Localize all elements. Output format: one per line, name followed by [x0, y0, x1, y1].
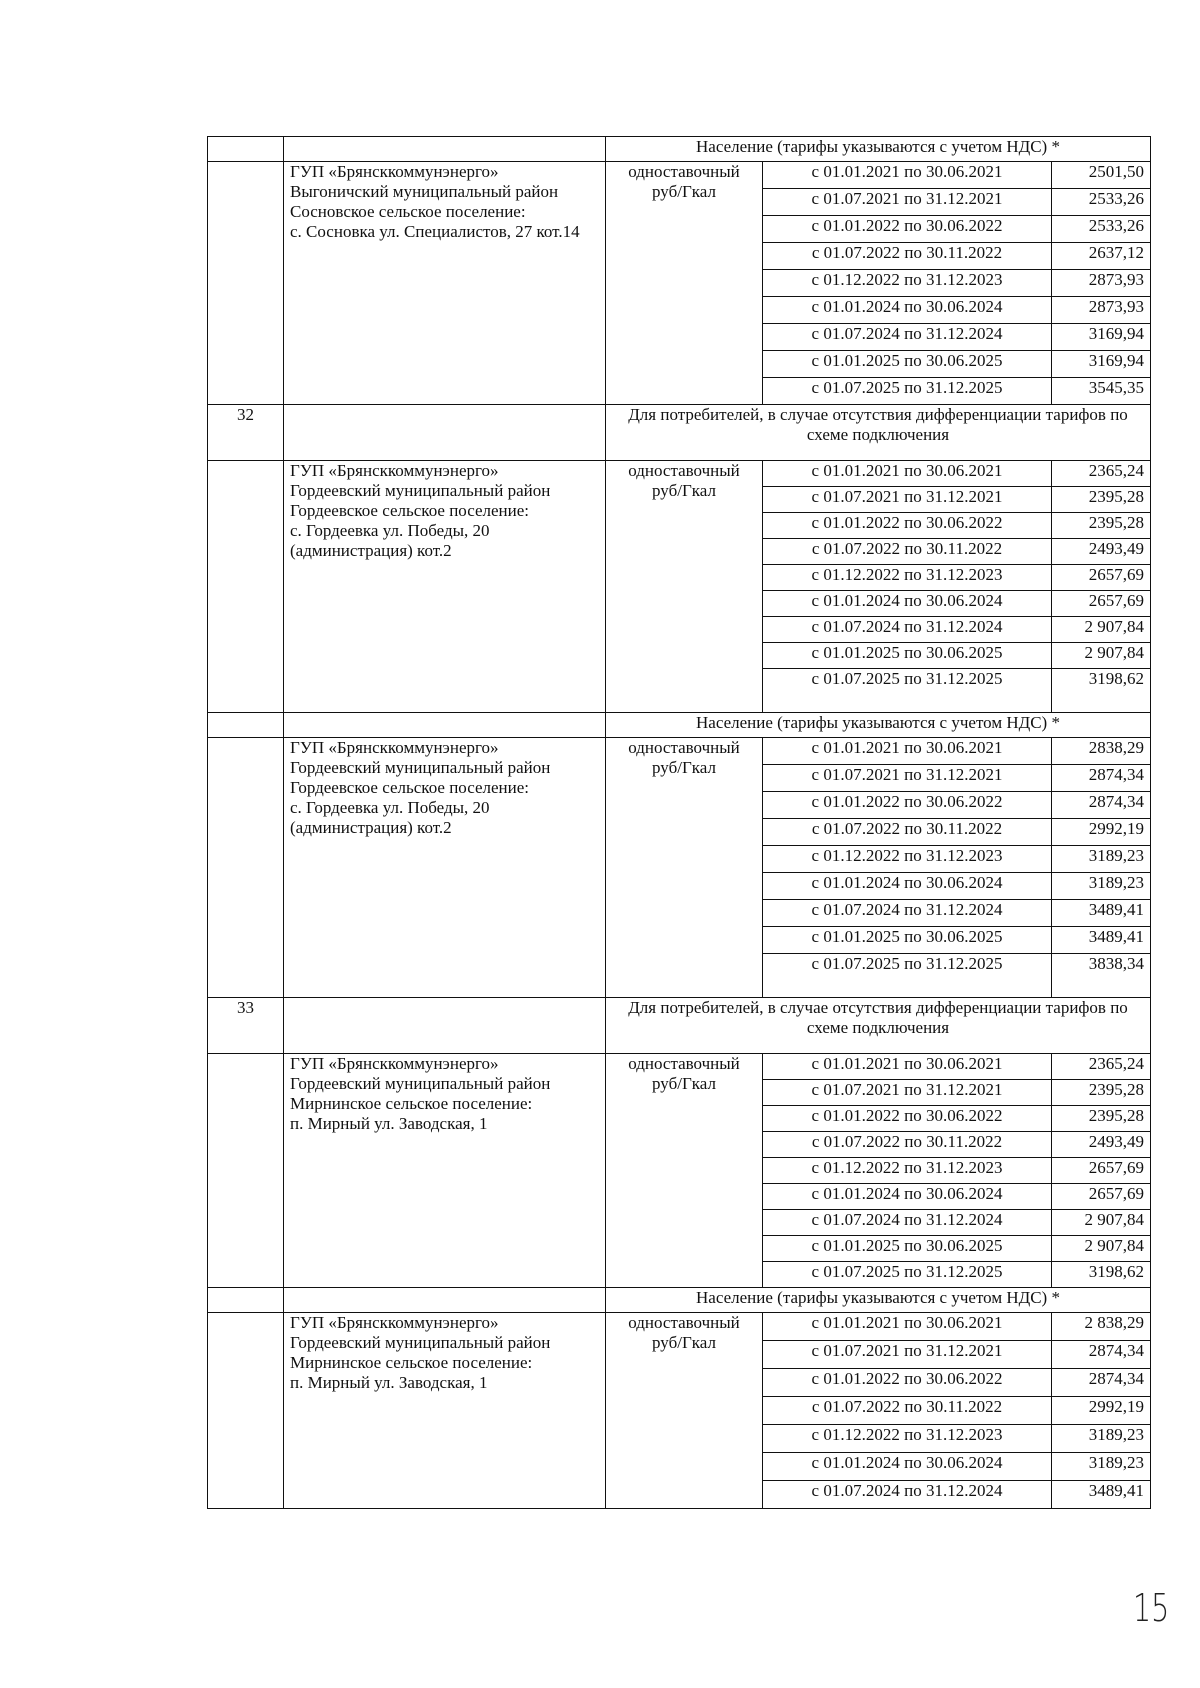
period-cell: с 01.07.2025 по 31.12.2025 [763, 669, 1052, 713]
tariff-value-cell: 2 838,29 [1052, 1313, 1151, 1341]
tariff-value-cell: 2992,19 [1052, 819, 1151, 846]
period-cell: с 01.01.2024 по 30.06.2024 [763, 1453, 1052, 1481]
tariff-value-cell: 3489,41 [1052, 1481, 1151, 1509]
empty-cell [284, 1288, 606, 1313]
section-header-row [208, 137, 1151, 162]
section-number: 32 [208, 405, 284, 461]
section-header: Для потребителей, в случае отсутствия дифференциации тарифов по схеме подключения [606, 998, 1151, 1054]
organization-cell: ГУП «Брянсккоммунэнерго» Гордеевский муниципальный район Мирнинское сельское поселение: п. Мирный ул. Заводская, 1 [284, 1054, 606, 1288]
section-header-row [208, 713, 1151, 738]
tariff-value-cell: 3189,23 [1052, 846, 1151, 873]
section-number [208, 713, 284, 738]
period-cell: с 01.01.2025 по 30.06.2025 [763, 1236, 1052, 1262]
period-cell: с 01.01.2022 по 30.06.2022 [763, 792, 1052, 819]
period-cell: с 01.07.2022 по 30.11.2022 [763, 539, 1052, 565]
tariff-value-cell: 2992,19 [1052, 1397, 1151, 1425]
table-row [208, 1054, 1151, 1080]
tariff-value-cell: 2874,34 [1052, 1369, 1151, 1397]
period-cell: с 01.07.2021 по 31.12.2021 [763, 487, 1052, 513]
period-cell: с 01.07.2021 по 31.12.2021 [763, 765, 1052, 792]
period-cell: с 01.01.2021 по 30.06.2021 [763, 1313, 1052, 1341]
section-header-row [208, 405, 1151, 461]
period-cell: с 01.07.2022 по 30.11.2022 [763, 1132, 1052, 1158]
tariff-value-cell: 2657,69 [1052, 565, 1151, 591]
section-header: Население (тарифы указываются с учетом НДС) * [606, 1288, 1151, 1313]
tariff-value-cell: 2874,34 [1052, 1341, 1151, 1369]
tariff-value-cell: 2395,28 [1052, 1106, 1151, 1132]
tariff-value-cell: 2873,93 [1052, 297, 1151, 324]
period-cell: с 01.01.2022 по 30.06.2022 [763, 1369, 1052, 1397]
period-cell: с 01.07.2021 по 31.12.2021 [763, 1341, 1052, 1369]
tariff-value-cell: 2501,50 [1052, 162, 1151, 189]
section-number [208, 1288, 284, 1313]
table-row [208, 461, 1151, 487]
tariff-value-cell: 2 907,84 [1052, 643, 1151, 669]
section-number [208, 137, 284, 162]
tariff-type-cell: одноставочный руб/Гкал [606, 162, 763, 405]
period-cell: с 01.01.2022 по 30.06.2022 [763, 513, 1052, 539]
period-cell: с 01.07.2022 по 30.11.2022 [763, 819, 1052, 846]
tariff-value-cell: 2 907,84 [1052, 617, 1151, 643]
period-cell: с 01.01.2021 по 30.06.2021 [763, 162, 1052, 189]
period-cell: с 01.12.2022 по 31.12.2023 [763, 1158, 1052, 1184]
period-cell: с 01.07.2024 по 31.12.2024 [763, 617, 1052, 643]
period-cell: с 01.07.2025 по 31.12.2025 [763, 954, 1052, 998]
tariff-value-cell: 3198,62 [1052, 1262, 1151, 1288]
tariff-value-cell: 2657,69 [1052, 1158, 1151, 1184]
period-cell: с 01.12.2022 по 31.12.2023 [763, 846, 1052, 873]
period-cell: с 01.01.2021 по 30.06.2021 [763, 1054, 1052, 1080]
tariff-value-cell: 3169,94 [1052, 351, 1151, 378]
tariff-value-cell: 3189,23 [1052, 1425, 1151, 1453]
tariff-value-cell: 2533,26 [1052, 189, 1151, 216]
period-cell: с 01.07.2022 по 30.11.2022 [763, 1397, 1052, 1425]
section-header: Население (тарифы указываются с учетом НДС) * [606, 713, 1151, 738]
page-number: 15 [1133, 1586, 1170, 1630]
period-cell: с 01.01.2024 по 30.06.2024 [763, 297, 1052, 324]
tariff-value-cell: 2 907,84 [1052, 1236, 1151, 1262]
organization-cell: ГУП «Брянсккоммунэнерго» Выгоничский муниципальный район Сосновское сельское поселение: с. Сосновка ул. Специалистов, 27 кот.14 [284, 162, 606, 405]
tariff-value-cell: 2365,24 [1052, 461, 1151, 487]
tariff-value-cell: 3489,41 [1052, 900, 1151, 927]
period-cell: с 01.07.2022 по 30.11.2022 [763, 243, 1052, 270]
empty-cell [208, 1054, 284, 1288]
tariff-type-cell: одноставочный руб/Гкал [606, 738, 763, 998]
table-row [208, 1313, 1151, 1341]
section-header-row [208, 998, 1151, 1054]
tariff-value-cell: 3489,41 [1052, 927, 1151, 954]
empty-cell [284, 405, 606, 461]
tariff-value-cell: 2838,29 [1052, 738, 1151, 765]
tariff-value-cell: 2637,12 [1052, 243, 1151, 270]
tariff-value-cell: 2874,34 [1052, 765, 1151, 792]
period-cell: с 01.07.2021 по 31.12.2021 [763, 189, 1052, 216]
section-header-row [208, 1288, 1151, 1313]
period-cell: с 01.12.2022 по 31.12.2023 [763, 270, 1052, 297]
tariff-value-cell: 2533,26 [1052, 216, 1151, 243]
tariff-value-cell: 2395,28 [1052, 513, 1151, 539]
tariff-value-cell: 3198,62 [1052, 669, 1151, 713]
table-row [208, 738, 1151, 765]
tariff-type-cell: одноставочный руб/Гкал [606, 1054, 763, 1288]
tariff-value-cell: 3838,34 [1052, 954, 1151, 998]
tariff-value-cell: 3545,35 [1052, 378, 1151, 405]
period-cell: с 01.07.2025 по 31.12.2025 [763, 1262, 1052, 1288]
period-cell: с 01.01.2024 по 30.06.2024 [763, 591, 1052, 617]
empty-cell [284, 998, 606, 1054]
tariff-table-body [208, 137, 1151, 1509]
period-cell: с 01.01.2021 по 30.06.2021 [763, 738, 1052, 765]
period-cell: с 01.07.2021 по 31.12.2021 [763, 1080, 1052, 1106]
tariff-value-cell: 2873,93 [1052, 270, 1151, 297]
period-cell: с 01.01.2025 по 30.06.2025 [763, 927, 1052, 954]
period-cell: с 01.01.2022 по 30.06.2022 [763, 1106, 1052, 1132]
period-cell: с 01.07.2025 по 31.12.2025 [763, 378, 1052, 405]
empty-cell [208, 461, 284, 713]
empty-cell [284, 137, 606, 162]
tariff-value-cell: 3189,23 [1052, 1453, 1151, 1481]
section-header: Для потребителей, в случае отсутствия дифференциации тарифов по схеме подключения [606, 405, 1151, 461]
tariff-value-cell: 2 907,84 [1052, 1210, 1151, 1236]
tariff-value-cell: 3169,94 [1052, 324, 1151, 351]
organization-cell: ГУП «Брянсккоммунэнерго» Гордеевский муниципальный район Гордеевское сельское поселение: с. Гордеевка ул. Победы, 20 (администрация) кот.2 [284, 738, 606, 998]
tariff-value-cell: 2657,69 [1052, 591, 1151, 617]
period-cell: с 01.07.2024 по 31.12.2024 [763, 324, 1052, 351]
period-cell: с 01.01.2021 по 30.06.2021 [763, 461, 1052, 487]
section-header: Население (тарифы указываются с учетом НДС) * [606, 137, 1151, 162]
empty-cell [208, 162, 284, 405]
tariff-value-cell: 2395,28 [1052, 487, 1151, 513]
period-cell: с 01.07.2024 по 31.12.2024 [763, 900, 1052, 927]
tariff-type-cell: одноставочный руб/Гкал [606, 1313, 763, 1509]
empty-cell [284, 713, 606, 738]
period-cell: с 01.01.2022 по 30.06.2022 [763, 216, 1052, 243]
empty-cell [208, 738, 284, 998]
period-cell: с 01.01.2025 по 30.06.2025 [763, 643, 1052, 669]
period-cell: с 01.12.2022 по 31.12.2023 [763, 1425, 1052, 1453]
tariff-value-cell: 2874,34 [1052, 792, 1151, 819]
period-cell: с 01.07.2024 по 31.12.2024 [763, 1481, 1052, 1509]
tariff-table [207, 136, 1151, 1509]
period-cell: с 01.01.2024 по 30.06.2024 [763, 1184, 1052, 1210]
tariff-value-cell: 2657,69 [1052, 1184, 1151, 1210]
tariff-type-cell: одноставочный руб/Гкал [606, 461, 763, 713]
period-cell: с 01.12.2022 по 31.12.2023 [763, 565, 1052, 591]
organization-cell: ГУП «Брянсккоммунэнерго» Гордеевский муниципальный район Мирнинское сельское поселение: п. Мирный ул. Заводская, 1 [284, 1313, 606, 1509]
period-cell: с 01.01.2024 по 30.06.2024 [763, 873, 1052, 900]
period-cell: с 01.01.2025 по 30.06.2025 [763, 351, 1052, 378]
organization-cell: ГУП «Брянсккоммунэнерго» Гордеевский муниципальный район Гордеевское сельское поселение: с. Гордеевка ул. Победы, 20 (администрация) кот.2 [284, 461, 606, 713]
empty-cell [208, 1313, 284, 1509]
tariff-value-cell: 2395,28 [1052, 1080, 1151, 1106]
period-cell: с 01.07.2024 по 31.12.2024 [763, 1210, 1052, 1236]
tariff-value-cell: 3189,23 [1052, 873, 1151, 900]
section-number: 33 [208, 998, 284, 1054]
tariff-value-cell: 2365,24 [1052, 1054, 1151, 1080]
table-row [208, 162, 1151, 189]
tariff-value-cell: 2493,49 [1052, 1132, 1151, 1158]
tariff-value-cell: 2493,49 [1052, 539, 1151, 565]
